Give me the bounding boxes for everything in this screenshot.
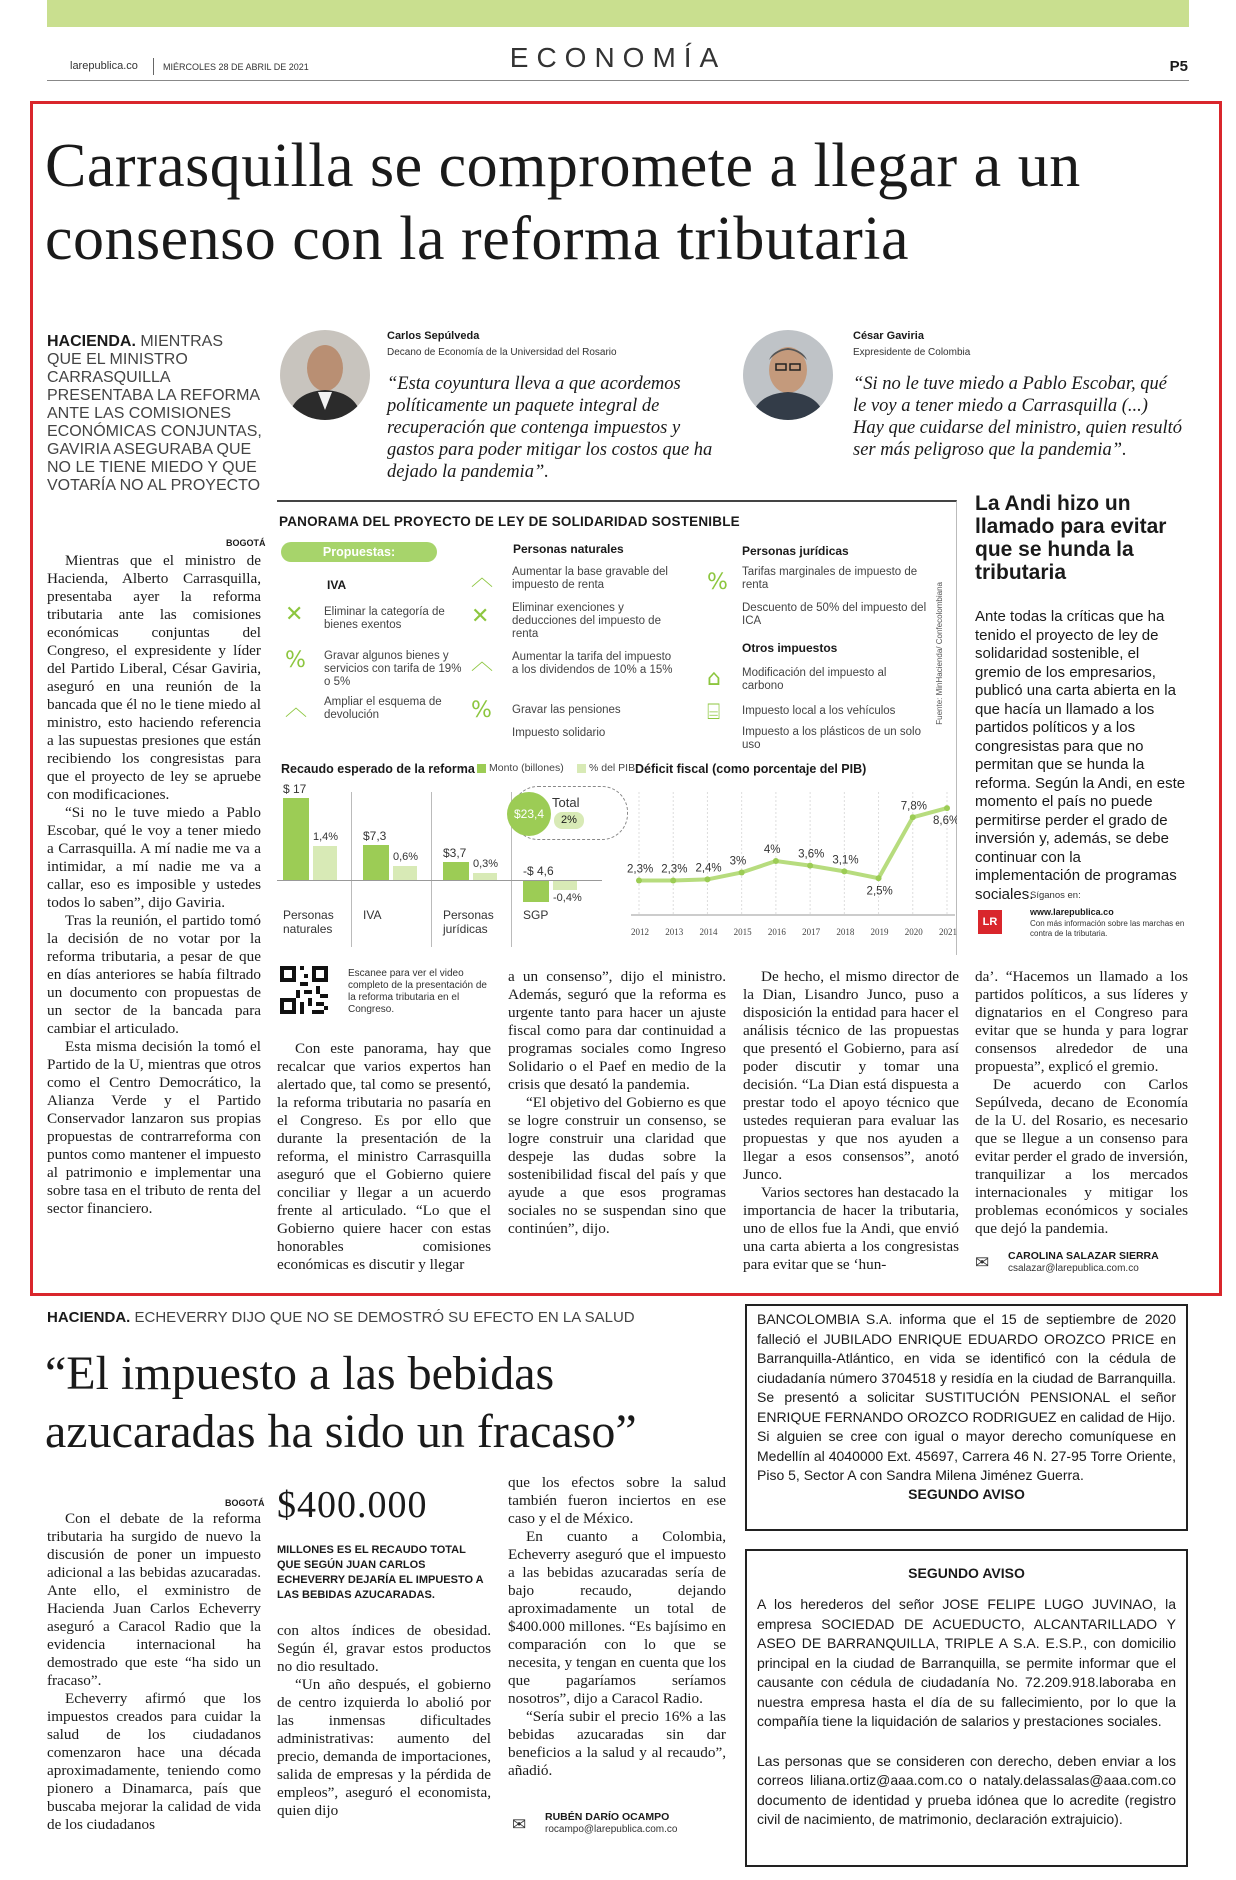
article2-col2 <box>277 1622 491 1820</box>
paragraph: da’. “Hacemos un llamado a los partidos políticos, a sus líderes y dignatarios en el Congreso para evitar que se hunda y para lograr consensos alrededor de una propuesta”, explicó el gremio. <box>975 968 1188 1075</box>
paragraph: Varios sectores han destacado la importancia de hacer la tributaria, uno de ellos fue la Andi, que envió una carta abierta a los congresistas para evitar que se ‘hun- <box>743 1184 959 1273</box>
x-tick-label: 2012 <box>631 927 649 937</box>
x-tick-label: 2017 <box>802 927 821 937</box>
data-point <box>636 878 642 884</box>
percent-icon: % <box>471 698 492 723</box>
data-label: 8,6% <box>933 815 957 828</box>
sidebar-text: Ante todas la críticas que ha tenido el proyecto de ley de solidaridad sostenible, el gremio de los empresarios, publicó una carta abierta en la que hacía un llamado a los partidos políticos y a los congresistas para que no permitan que se hunda la reforma. Según la Andi, en este momento el país no puede permitirse perder el grado de inversión y, además, se debe continuar con la implementación de programas sociales. <box>975 608 1186 903</box>
quote1-name: Carlos Sepúlveda <box>387 330 480 342</box>
byline-email[interactable]: rocampo@larepublica.com.co <box>545 1824 678 1835</box>
notice-ad-bancolombia <box>745 1304 1188 1531</box>
paragraph: a un consenso”, dijo el ministro. Además, seguró que la reforma es urgente tanto para hacer un ajuste fiscal como para dar continuidad a programas sociales como Ingreso Solidario o el Paef en medio de la crisis que desató la pandemia. <box>508 968 726 1093</box>
chevron-up-icon: ︿ <box>285 696 308 721</box>
pn-item: Aumentar la base gravable del impuesto de renta <box>512 566 668 591</box>
iva-item: Gravar algunos bienes y servicios con tarifa de 19% o 5% <box>324 650 462 688</box>
total-label: Total <box>552 795 580 810</box>
article-title: Carrasquilla se compromete a llegar a un consenso con la reforma tributaria <box>45 132 1081 274</box>
quote1-text: “Esta coyuntura lleva a que acordemos políticamente un paquete integral de recuperación que contenga impuestos y gastos para poder mitigar los costos que ha dejado la pandemia”. <box>387 374 713 482</box>
top-color-bar <box>47 0 1189 27</box>
x-tick-label: 2015 <box>733 927 752 937</box>
data-point <box>876 875 882 881</box>
paragraph: “Si no le tuve miedo a Pablo Escobar, qué le voy a tener miedo a Carrasquilla. A mí nadie me va a intimidar, a mí nadie me va a callar, eso es imposible y ustedes todos lo saben”, dijo Gaviria. <box>47 804 261 911</box>
data-point <box>704 876 710 882</box>
data-point <box>670 878 676 884</box>
dateline: BOGOTÁ <box>225 1498 265 1508</box>
oi-item: Modificación del impuesto al carbono <box>742 667 887 692</box>
byline-icon: ✉ <box>512 1815 527 1834</box>
cross-icon: ✕ <box>285 602 304 627</box>
paragraph: “El objetivo del Gobierno es que se logre construir un consenso, se logre construir una claridad que despeje las dudas sobre la sostenibilidad fiscal del país y que ayude a que esos programas sociales no se suspendan sino que continúen”, dijo. <box>508 1094 726 1237</box>
bar-pct-label: 0,3% <box>473 857 499 870</box>
bar-category-label: SGP <box>523 908 549 922</box>
paragraph: Echeverry afirmó que los impuestos creados para cuidar la salud de los ciudadanos comenzaron hace una década aproximadamente, teniendo como pionero a Dinamarca, país que buscaba mejorar la calidad de vida de los ciudadanos <box>47 1690 261 1833</box>
ad1-paragraph: BANCOLOMBIA S.A. informa que el 15 de septiembre de 2020 falleció el JUBILADO ENRIQUE EDUARDO OROZCO PRICE en Barranquilla-Atlántico, en vida se identificó con la cédula de ciudadanía número 3704518 y residía en la ciudad de Barranquilla. Se presentó a solicitar SUSTITUCIÓN PENSIONAL el señor ENRIQUE FERNANDO OROZCO RODRIGUEZ en calidad de Hijo. <box>757 1311 1176 1425</box>
infographic <box>277 500 957 955</box>
article-dek <box>47 333 262 495</box>
paragraph: Esta misma decisión la tomó el Partido de la U, mientras que otros como el Centro Democrático, la Alianza Verde y el Partido Conservador lanzaron sus propias propuestas de contrarreforma con puntos como mantener el impuesto al patrimonio e implementar una sobre tasa en el tributo de renta del sector financiero. <box>47 1038 261 1217</box>
bar-amount-label: $7,3 <box>363 828 387 843</box>
byline-name: CAROLINA SALAZAR SIERRA <box>1008 1250 1159 1262</box>
pj-heading: Personas jurídicas <box>742 544 849 558</box>
byline-email[interactable]: csalazar@larepublica.com.co <box>1008 1263 1139 1274</box>
header-date: MIÉRCOLES 28 DE ABRIL DE 2021 <box>163 62 309 72</box>
bar-pct <box>473 873 497 880</box>
iva-heading: IVA <box>327 578 347 592</box>
x-tick-label: 2020 <box>904 927 923 937</box>
legend-swatch-amount <box>477 764 486 773</box>
infographic-title: PANORAMA DEL PROYECTO DE LEY DE SOLIDARIDAD SOSTENIBLE <box>279 514 740 529</box>
quote2-name: César Gaviria <box>853 330 924 342</box>
ad2-heading: SEGUNDO AVISO <box>908 1565 1025 1581</box>
paragraph: De acuerdo con Carlos Sepúlveda, decano de Economía de la U. del Rosario, es necesario que se llegue a un consenso para evitar perder el grado de inversión, tranquilizar a los mercados internacionales y mitigar los problemas económicos y sociales que dejó la pandemia. <box>975 1076 1188 1237</box>
ad1-paragraph: Si alguien se cree con igual o mayor derecho comuníquese en Medellín al 4040000 Ext. 45697, Carrera 46 N. 27-95 Torre Oriente, Piso 5, Sector A con Sandra Milena Jiménez Guerra. <box>757 1428 1176 1483</box>
data-point <box>739 870 745 876</box>
line-chart <box>627 782 957 957</box>
pn-item: Aumentar la tarifa del impuesto a los dividendos de 10% a 15% <box>512 651 673 676</box>
article2-col1 <box>47 1510 261 1834</box>
article1-col3 <box>508 968 726 1238</box>
byline-name: RUBÉN DARÍO OCAMPO <box>545 1811 670 1823</box>
pn-item: Eliminar exenciones y deducciones del impuesto de renta <box>512 602 661 640</box>
data-label: 2,4% <box>695 862 722 875</box>
follow-link[interactable]: www.larepublica.co <box>1030 907 1114 917</box>
article1-col1 <box>47 552 261 1218</box>
chevron-up-icon: ︿ <box>471 566 494 591</box>
dek-label: HACIENDA. <box>47 333 136 350</box>
data-point <box>944 805 950 811</box>
data-label: 3% <box>729 855 747 868</box>
follow-label: Síganos en: <box>1030 890 1081 901</box>
dateline: BOGOTÁ <box>226 538 266 548</box>
kicker-label: HACIENDA. <box>47 1309 131 1326</box>
data-label: 4% <box>763 844 781 856</box>
bar-pct <box>313 846 337 880</box>
legend-amount: Monto (billones) <box>489 762 564 774</box>
avatar-sepulveda <box>280 330 370 420</box>
dek-text: MIENTRAS QUE EL MINISTRO CARRASQUILLA PRESENTABA LA REFORMA ANTE LAS COMISIONES ECONÓMICAS CONJUNTAS, GAVIRIA ASEGURABA QUE NO LE TIENE MIEDO Y QUE VOTARÍA NO AL PROYECTO <box>47 333 262 494</box>
bar-amount-label: $3,7 <box>443 846 467 861</box>
factory-icon: ⌂ <box>707 666 721 691</box>
total-value: $23,4 <box>507 792 551 836</box>
bar-amount <box>283 798 309 880</box>
article1-col4 <box>743 968 959 1274</box>
paragraph: Mientras que el ministro de Hacienda, Alberto Carrasquilla, presentaba ayer la reforma tributaria ante las comisiones económicas conjuntas del Congreso, el expresidente y líder del Partido Liberal, César Gaviria, aseguró en una reunión de la bancada que él no le tiene miedo al ministro, esto haciendo referencia a las supuestas presiones que están recibiendo los congresistas para que el proyecto de ley se apruebe con modificaciones. <box>47 552 261 803</box>
data-label: 2,3% <box>627 863 654 876</box>
legend-pct: % del PIB <box>589 762 636 774</box>
qr-caption: Escanee para ver el video completo de la presentación de la reforma tributaria en el Congreso. <box>348 968 487 1015</box>
paragraph: “Sería subir el precio 16% a las bebidas azucaradas sin dar beneficios a la salud y al recaudo”, añadió. <box>508 1708 726 1779</box>
bar-amount <box>523 880 549 902</box>
site-name: larepublica.co <box>70 60 138 72</box>
article2-title: “El impuesto a las bebidas azucaradas ha sido un fracaso” <box>45 1347 637 1458</box>
data-point <box>841 868 847 874</box>
paragraph: con altos índices de obesidad. Según él, gravar estos productos no dio resultado. <box>277 1622 491 1675</box>
oi-heading: Otros impuestos <box>742 641 838 655</box>
article1-col2 <box>277 1040 491 1274</box>
pn-item: Impuesto solidario <box>512 727 606 739</box>
data-label: 7,8% <box>900 800 927 813</box>
bar-pct-label: -0,4% <box>553 891 582 904</box>
bar-amount-label: -$ 4,6 <box>523 864 554 878</box>
data-label: 2,5% <box>866 885 893 898</box>
total-pct: 2% <box>554 812 584 829</box>
byline-icon: ✉ <box>975 1253 990 1272</box>
data-label: 2,3% <box>661 863 688 876</box>
iva-item: Ampliar el esquema de devolución <box>324 696 442 721</box>
x-tick-label: 2021 <box>939 927 957 937</box>
line-chart-title: Déficit fiscal (como porcentaje del PIB) <box>635 762 867 776</box>
iva-item: Eliminar la categoría de bienes exentos <box>324 606 445 631</box>
percent-icon: % <box>707 570 728 595</box>
legend-swatch-pct <box>577 764 586 773</box>
avatar-gaviria <box>743 330 833 420</box>
oi-item: Impuesto a los plásticos de un solo uso <box>742 726 921 751</box>
paragraph: Con el debate de la reforma tributaria ha surgido de nuevo la discusión de poner un impuesto adicional a las bebidas azucaradas. Ante ello, el exministro de Hacienda Juan Carlos Echeverry aseguró a Caracol Radio que la evidencia internacional ha demostrado que este “ha sido un fracaso”. <box>47 1510 261 1689</box>
bar-pct-label: 0,6% <box>393 850 419 863</box>
data-label: 3,1% <box>832 854 859 867</box>
article2-col3 <box>508 1474 726 1780</box>
cross-icon: ✕ <box>471 604 490 629</box>
ad1-text <box>747 1306 1186 1486</box>
x-tick-label: 2016 <box>767 927 786 937</box>
qr-code[interactable] <box>280 966 328 1014</box>
line-chart-svg <box>627 782 957 957</box>
article2-kicker <box>47 1309 635 1326</box>
pn-heading: Personas naturales <box>513 542 624 556</box>
chevron-up-icon: ︿ <box>471 650 494 675</box>
x-tick-label: 2018 <box>836 927 855 937</box>
ad2-paragraph: A los herederos del señor JOSE FELIPE LUGO JUVINAO, la empresa SOCIEDAD DE ACUEDUCTO, ALCANTARILLADO Y ASEO DE BARRANQUILLA, TRIPLE A S.A. E.S.P., con domicilio principal en la ciudad de Barranquilla, se permite informar que el causante con cédula de ciudadanía No. 72.209.918.laboraba en nuestra empresa hasta el día de su fallecimiento, por lo que la compañía tiene la liquidación de salarios y prestaciones sociales. <box>757 1596 1176 1729</box>
pn-item: Gravar las pensiones <box>512 704 621 716</box>
car-icon: ⌸ <box>707 700 721 725</box>
bar-group-divider <box>351 792 352 947</box>
paragraph: “Un año después, el gobierno de centro izquierda lo abolió por las inmensas dificultades administrativas: aumento del precio, demanda de importaciones, salida de empresas y la pérdida de empleos”, aseguró el economista, quien dijo <box>277 1676 491 1819</box>
notice-ad-triple-a <box>745 1549 1188 1867</box>
paragraph: Tras la reunión, el partido tomó la decisión de no votar por la reforma tributaria, a pesar de que en días anteriores se había filtrado un documento con propuestas de un sector de la bancada para cambiar el articulado. <box>47 912 261 1037</box>
paragraph: En cuanto a Colombia, Echeverry aseguró que el impuesto a las bebidas azucaradas sería de bajo recaudo, dejando aproximadamente un total de $400.000 millones. “Es bajísimo en comparación con lo que se necesita, y tengan en cuenta que los que pagaríamos seríamos nosotros”, dijo a Caracol Radio. <box>508 1528 726 1707</box>
data-point <box>910 814 916 820</box>
paragraph: De hecho, el mismo director de la Dian, Lisandro Junco, puso a disposición la entidad para hacer el análisis técnico de las propuestas que presentó el Gobierno, para así poder discutir y tomar una decisión. “La Dian está dispuesta a prestar todo el apoyo técnico que ustedes requieran para evaluar las propuestas y que nos ayuden a llegar a esos consensos”, anotó Junco. <box>743 968 959 1183</box>
x-tick-label: 2013 <box>665 927 684 937</box>
bar-pct-label: 1,4% <box>313 831 339 844</box>
pj-item: Tarifas marginales de impuesto de renta <box>742 566 918 591</box>
bar-amount <box>443 862 469 880</box>
bar-amount-label: $ 17 <box>283 782 307 797</box>
quote2-text: “Si no le tuve miedo a Pablo Escobar, qué le voy a tener miedo a Carrasquilla (...) Hay que cuidarse del ministro, quien resultó ser más peligroso que la pandemia”. <box>853 374 1183 460</box>
bar-chart-title: Recaudo esperado de la reforma <box>281 762 475 776</box>
bar-category-label: IVA <box>363 908 382 922</box>
data-point <box>773 858 779 864</box>
data-label: 3,6% <box>798 848 825 861</box>
oi-item: Impuesto local a los vehículos <box>742 705 896 717</box>
bar-category-label: Personas jurídicas <box>443 908 494 936</box>
quote2-role: Expresidente de Colombia <box>853 347 971 358</box>
bar-baseline <box>277 880 602 881</box>
big-number-caption: MILLONES ES EL RECAUDO TOTAL QUE SEGÚN JUAN CARLOS ECHEVERRY DEJARÍA EL IMPUESTO A LAS BEBIDAS AZUCARADAS. <box>277 1544 484 1601</box>
source-note: Fuente: MinHacienda/ Confecolombiana <box>935 582 944 725</box>
x-tick-label: 2019 <box>870 927 889 937</box>
bar-amount <box>363 845 389 880</box>
bar-category-label: Personas naturales <box>283 908 334 936</box>
sidebar-heading: La Andi hizo un llamado para evitar que se hunda la tributaria <box>975 492 1167 584</box>
paragraph: Con este panorama, hay que recalcar que varios expertos han alertado que, tal como se presentó, la reforma tributaria no pasaría en el Congreso. Es por ello que durante la presentación de la reforma, el ministro Carrasquilla aseguró que el Gobierno quiere conciliar y llegar a un acuerdo frente al articulado. “Lo que el Gobierno quiere hacer con estas honorables comisiones económicas es discutir y llegar <box>277 1040 491 1273</box>
ad1-footer: SEGUNDO AVISO <box>908 1485 1025 1502</box>
kicker-text: ECHEVERRY DIJO QUE NO SE DEMOSTRÓ SU EFECTO EN LA SALUD <box>134 1309 635 1326</box>
ad2-paragraph: Las personas que se consideren con derecho, deben enviar a los correos liliana.ortiz@aaa.com.co o nataly.delassalas@aaa.com.co documento de identidad y prueba idónea que lo acredite (registro civil de nacimiento, de matrimonio, declaración extrajuicio). <box>757 1752 1176 1827</box>
lr-logo: LR <box>978 910 1002 934</box>
hand-percent-icon: % <box>285 648 306 673</box>
page-number: P5 <box>1169 58 1188 75</box>
header-rule <box>47 80 1189 81</box>
article1-col5 <box>975 968 1188 1238</box>
quote1-role: Decano de Economía de la Universidad del Rosario <box>387 347 617 358</box>
section-title: ECONOMÍA <box>509 42 727 73</box>
pj-item: Descuento de 50% del impuesto del ICA <box>742 602 927 627</box>
propuestas-pill: Propuestas: <box>281 542 437 562</box>
x-tick-label: 2014 <box>699 927 718 937</box>
big-number: $400.000 <box>277 1484 428 1526</box>
paragraph: que los efectos sobre la salud también fueron inciertos en ese caso y el de México. <box>508 1474 726 1527</box>
bar-group-divider <box>431 792 432 947</box>
data-point <box>807 863 813 869</box>
bar-pct <box>553 880 577 890</box>
bar-pct <box>393 866 417 880</box>
follow-more: Con más información sobre las marchas en contra de la tributaria. <box>1030 919 1185 938</box>
